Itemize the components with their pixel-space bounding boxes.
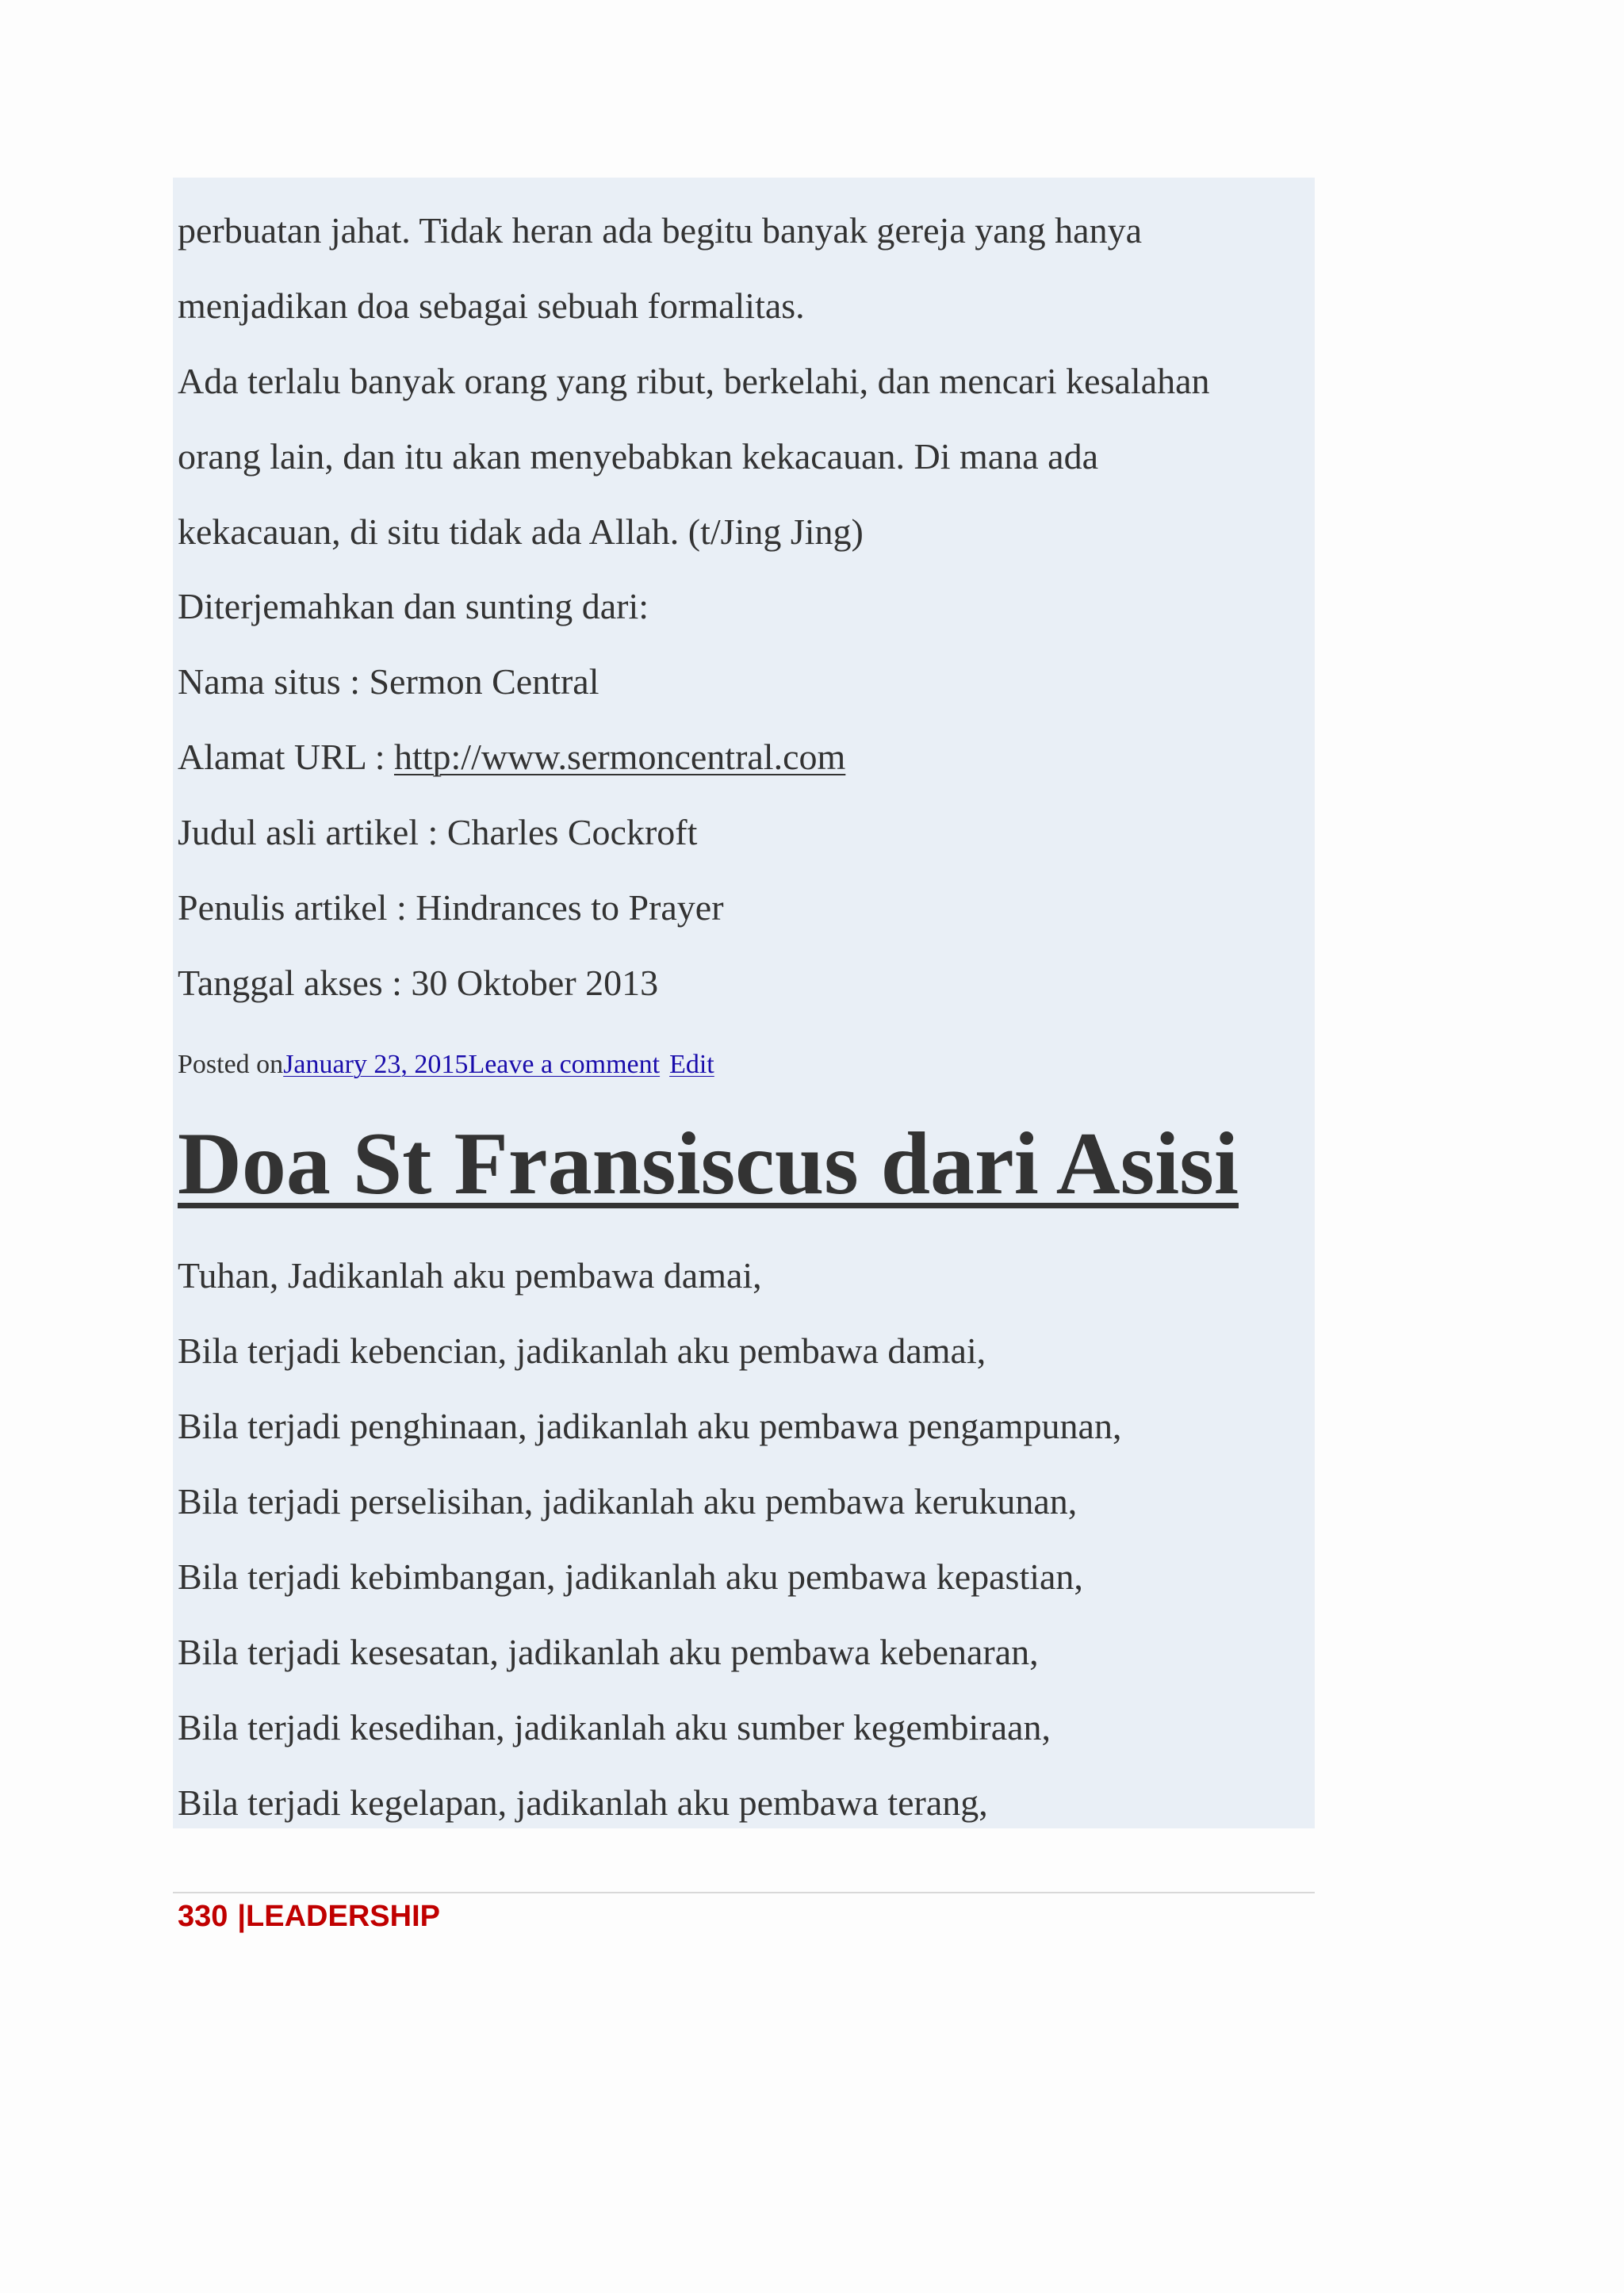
post-title-link[interactable]: Doa St Fransiscus dari Asisi — [178, 1115, 1239, 1213]
posted-on-label: Posted on — [178, 1050, 284, 1079]
source-url-label: Alamat URL : — [178, 737, 394, 777]
prayer-line: Bila terjadi penghinaan, jadikanlah aku pembawa pengampunan, — [178, 1406, 1122, 1446]
source-author: Penulis artikel : Hindrances to Prayer — [178, 887, 724, 928]
post-date-link[interactable]: January 23, 2015 — [283, 1050, 469, 1079]
source-intro: Diterjemahkan dan sunting dari: — [178, 586, 649, 626]
footer-divider — [173, 1892, 1315, 1893]
source-url-link[interactable]: http://www.sermoncentral.com — [393, 737, 846, 777]
prayer-line: Bila terjadi perselisihan, jadikanlah aku pembawa kerukunan, — [178, 1481, 1078, 1522]
source-site-name: Nama situs : Sermon Central — [178, 661, 599, 702]
page-footer — [178, 1901, 440, 1931]
article-text-line: Ada terlalu banyak orang yang ribut, berkelahi, dan mencari kesalahan — [178, 361, 1210, 401]
footer-section: LEADERSHIP — [246, 1900, 440, 1933]
post-title — [178, 1115, 1239, 1213]
source-access-date: Tanggal akses : 30 Oktober 2013 — [178, 963, 659, 1003]
prayer-line: Bila terjadi kesesatan, jadikanlah aku pembawa kebenaran, — [178, 1632, 1039, 1672]
prayer-line: Bila terjadi kesedihan, jadikanlah aku sumber kegembiraan, — [178, 1707, 1051, 1748]
source-url-row — [178, 739, 845, 775]
page-number: 330 — [178, 1900, 228, 1933]
article-text-line: menjadikan doa sebagai sebuah formalitas. — [178, 285, 805, 326]
article-text-line: orang lain, dan itu akan menyebabkan kekacauan. Di mana ada — [178, 436, 1099, 477]
prayer-line: Bila terjadi kegelapan, jadikanlah aku pembawa terang, — [178, 1782, 988, 1823]
leave-comment-link[interactable]: Leave a comment — [468, 1050, 661, 1079]
source-original-title: Judul asli artikel : Charles Cockroft — [178, 812, 698, 852]
prayer-line: Tuhan, Jadikanlah aku pembawa damai, — [178, 1255, 762, 1296]
edit-link[interactable]: Edit — [669, 1050, 714, 1079]
post-meta — [178, 1051, 714, 1078]
article-text-line: kekacauan, di situ tidak ada Allah. (t/Jing Jing) — [178, 511, 864, 552]
prayer-line: Bila terjadi kebencian, jadikanlah aku pembawa damai, — [178, 1330, 986, 1371]
prayer-line: Bila terjadi kebimbangan, jadikanlah aku pembawa kepastian, — [178, 1556, 1083, 1597]
article-text-line: perbuatan jahat. Tidak heran ada begitu banyak gereja yang hanya — [178, 210, 1142, 251]
footer-separator: | — [237, 1900, 247, 1933]
